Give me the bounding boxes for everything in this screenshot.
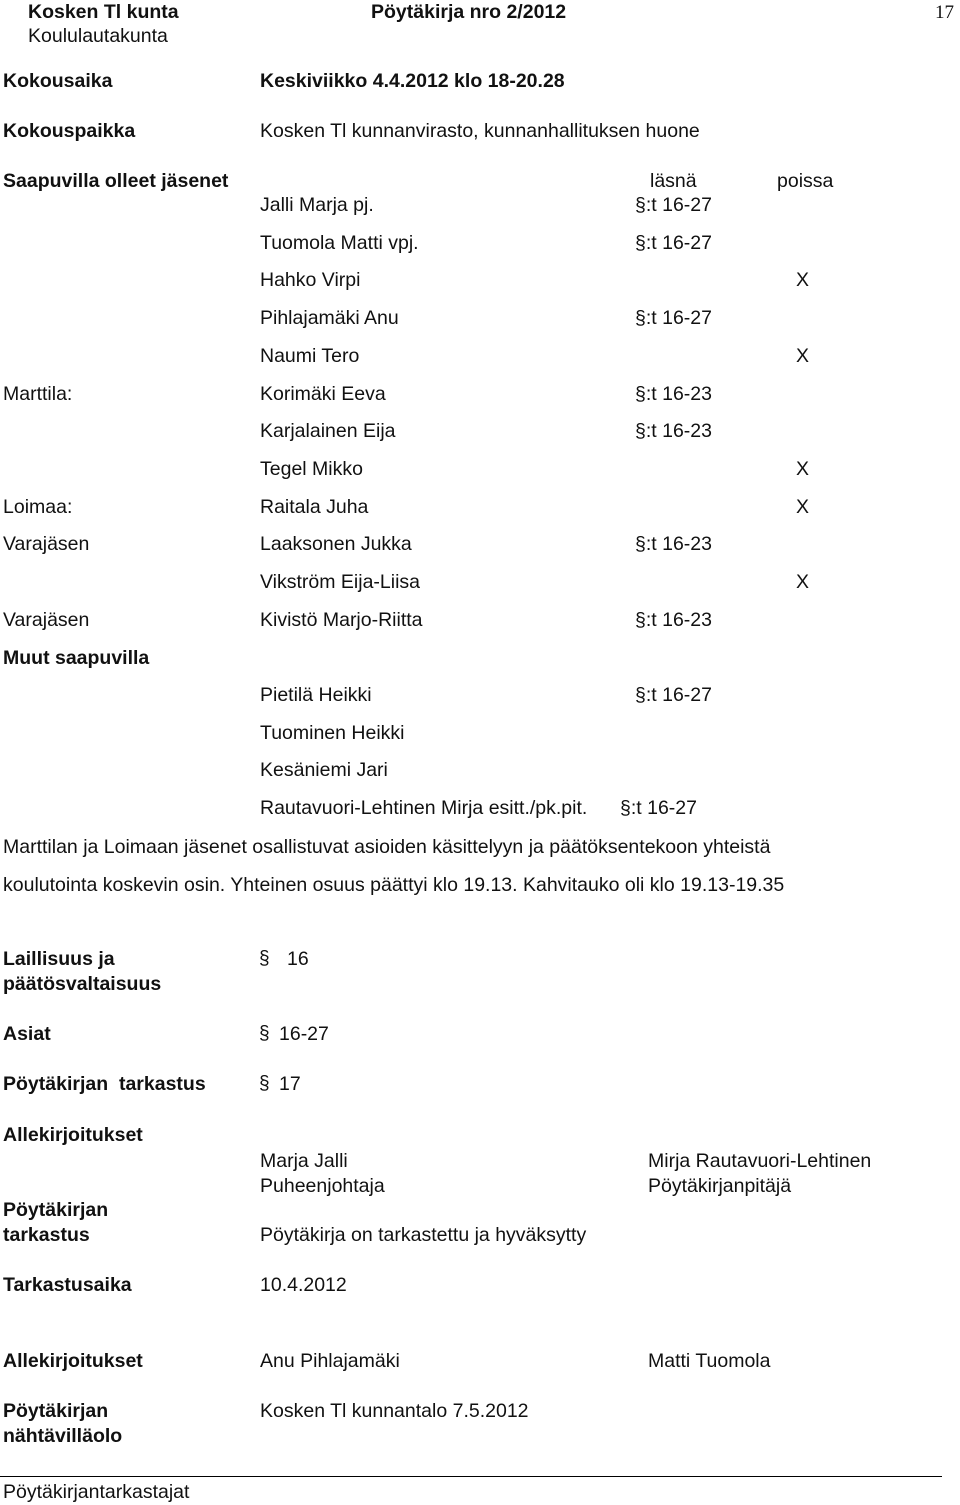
other-attendee-sections: §:t 16-27	[635, 684, 712, 706]
note-line-2: koulutointa koskevin osin. Yhteinen osuus päättyi klo 19.13. Kahvitauko oli klo 19.13-19.35	[3, 874, 785, 896]
footer-rule	[0, 1476, 942, 1477]
attendance-present-sections: §:t 16-27	[635, 232, 712, 254]
note-line-1: Marttilan ja Loimaan jäsenet osallistuvat asioiden käsittelyyn ja päätöksentekoon yhteistä	[3, 836, 771, 858]
secretary-signature	[648, 1149, 871, 1199]
matters-label: Asiat	[3, 1023, 51, 1045]
attendance-member-name: Tuomola Matti vpj.	[260, 232, 419, 254]
other-attendee-name: Rautavuori-Lehtinen Mirja esitt./pk.pit.	[260, 797, 588, 819]
attendance-present-sections: §:t 16-23	[635, 383, 712, 405]
attendance-member-name: Naumi Tero	[260, 345, 360, 367]
others-heading: Muut saapuvilla	[3, 647, 150, 669]
page-number: 17	[935, 2, 954, 23]
chair-name: Marja Jalli	[260, 1150, 348, 1172]
examiner-1-name: Anu Pihlajamäki	[260, 1350, 400, 1372]
attendance-member-name: Vikström Eija-Liisa	[260, 571, 421, 593]
display-label	[3, 1399, 122, 1449]
matters-section-sign: §	[259, 1023, 270, 1044]
absent-column-header: poissa	[777, 170, 834, 192]
municipality-name: Kosken Tl kunta	[28, 1, 179, 23]
attendance-group-label: Loimaa:	[3, 496, 73, 518]
check-time-label: Tarkastusaika	[3, 1274, 132, 1296]
check-label-line-2: tarkastus	[3, 1224, 90, 1246]
minutes-check-section-sign: §	[259, 1073, 270, 1094]
legality-section-sign: §	[259, 948, 270, 969]
other-attendee-sections: §:t 16-27	[620, 797, 697, 819]
legality-label	[3, 947, 161, 997]
attendance-group-label: Varajäsen	[3, 533, 90, 555]
meeting-time-label: Kokousaika	[3, 70, 113, 92]
check-time-value: 10.4.2012	[260, 1274, 347, 1296]
attendance-present-sections: §:t 16-23	[635, 533, 712, 555]
minutes-check-value: 17	[279, 1073, 301, 1095]
footer-label: Pöytäkirjantarkastajat	[3, 1481, 190, 1503]
signatures2-label: Allekirjoitukset	[3, 1350, 143, 1372]
attendance-group-label: Varajäsen	[3, 609, 90, 631]
signatures-label: Allekirjoitukset	[3, 1124, 143, 1146]
attendance-heading: Saapuvilla olleet jäsenet	[3, 170, 229, 192]
attendance-absent-mark: X	[796, 458, 810, 480]
attendance-present-sections: §:t 16-27	[635, 194, 712, 216]
display-value: Kosken Tl kunnantalo 7.5.2012	[260, 1400, 529, 1422]
display-label-line-1: Pöytäkirjan	[3, 1400, 109, 1422]
attendance-member-name: Karjalainen Eija	[260, 420, 396, 442]
attendance-member-name: Pihlajamäki Anu	[260, 307, 399, 329]
attendance-absent-mark: X	[796, 269, 810, 291]
attendance-member-name: Korimäki Eeva	[260, 383, 386, 405]
attendance-group-label: Marttila:	[3, 383, 73, 405]
secretary-title: Pöytäkirjanpitäjä	[648, 1175, 792, 1197]
attendance-present-sections: §:t 16-23	[635, 420, 712, 442]
legality-label-line-1: Laillisuus ja	[3, 948, 115, 970]
meeting-time-value: Keskiviikko 4.4.2012 klo 18-20.28	[260, 70, 565, 92]
attendance-present-sections: §:t 16-23	[635, 609, 712, 631]
attendance-member-name: Raitala Juha	[260, 496, 369, 518]
check-statement: Pöytäkirja on tarkastettu ja hyväksytty	[260, 1224, 587, 1246]
attendance-absent-mark: X	[796, 345, 810, 367]
attendance-member-name: Jalli Marja pj.	[260, 194, 374, 216]
other-attendee-name: Tuominen Heikki	[260, 722, 405, 744]
attendance-member-name: Laaksonen Jukka	[260, 533, 412, 555]
attendance-member-name: Hahko Virpi	[260, 269, 361, 291]
examiner-2-name: Matti Tuomola	[648, 1350, 771, 1372]
minutes-check-label: Pöytäkirjan tarkastus	[3, 1073, 206, 1095]
other-attendee-name: Kesäniemi Jari	[260, 759, 388, 781]
meeting-place-label: Kokouspaikka	[3, 120, 136, 142]
check-label	[3, 1198, 108, 1248]
minutes-title: Pöytäkirja nro 2/2012	[371, 1, 567, 23]
attendance-member-name: Tegel Mikko	[260, 458, 363, 480]
attendance-absent-mark: X	[796, 571, 810, 593]
chair-title: Puheenjohtaja	[260, 1175, 385, 1197]
present-column-header: läsnä	[650, 170, 697, 192]
meeting-place-value: Kosken Tl kunnanvirasto, kunnanhallituksen huone	[260, 120, 700, 142]
check-label-line-1: Pöytäkirjan	[3, 1199, 109, 1221]
attendance-member-name: Kivistö Marjo-Riitta	[260, 609, 423, 631]
attendance-present-sections: §:t 16-27	[635, 307, 712, 329]
board-name: Koululautakunta	[28, 25, 168, 47]
secretary-name: Mirja Rautavuori-Lehtinen	[648, 1150, 872, 1172]
matters-value: 16-27	[279, 1023, 329, 1045]
legality-value: 16	[287, 948, 309, 970]
display-label-line-2: nähtävilläolo	[3, 1425, 123, 1447]
chair-signature	[260, 1149, 385, 1199]
attendance-absent-mark: X	[796, 496, 810, 518]
other-attendee-name: Pietilä Heikki	[260, 684, 372, 706]
legality-label-line-2: päätösvaltaisuus	[3, 973, 162, 995]
